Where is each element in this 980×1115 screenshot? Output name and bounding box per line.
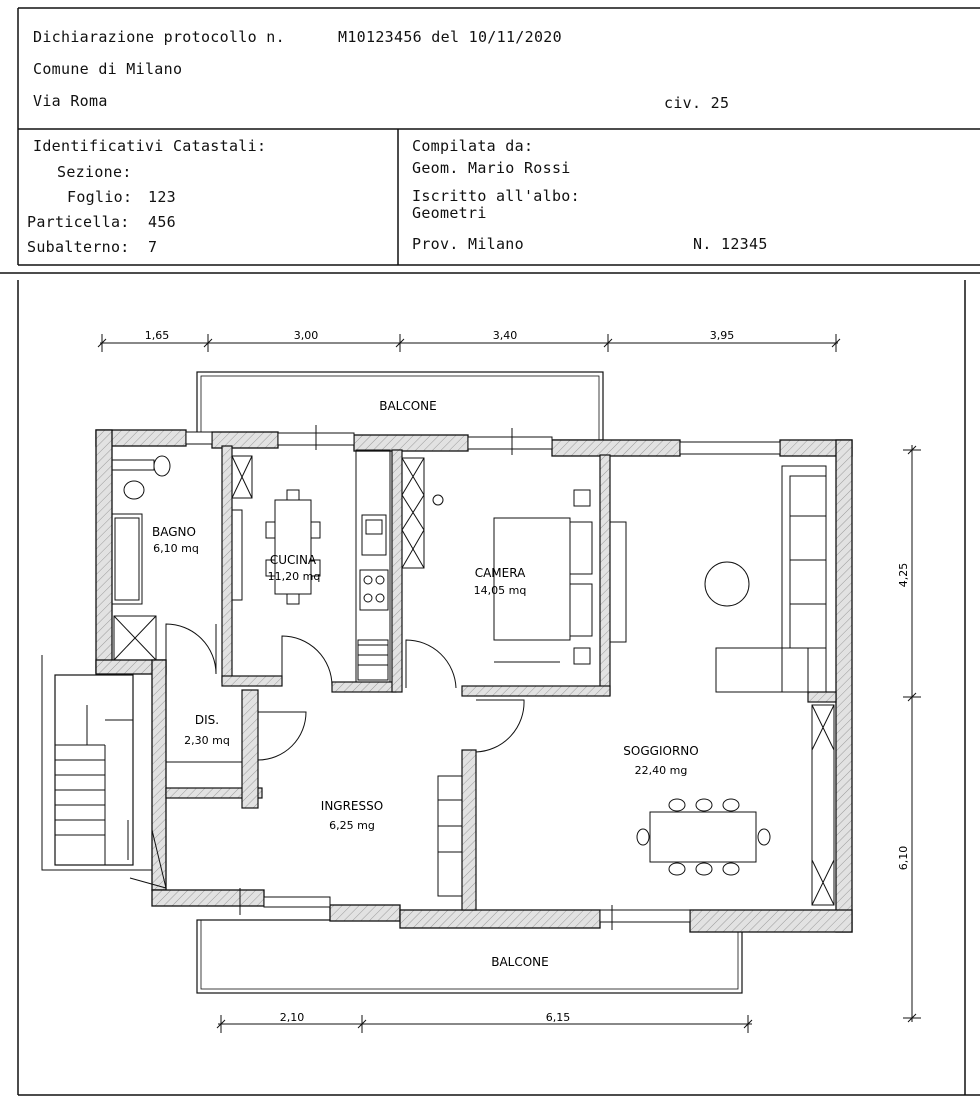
subalterno-value: 7 bbox=[148, 238, 158, 256]
via-text: Via Roma bbox=[33, 92, 108, 110]
albo-value: Geometri bbox=[412, 204, 487, 222]
particella-value: 456 bbox=[148, 213, 176, 231]
dis-area: 2,30 mq bbox=[184, 734, 230, 747]
bagno-area: 6,10 mq bbox=[153, 542, 199, 555]
camera-area: 14,05 mq bbox=[473, 584, 527, 597]
subalterno-label: Subalterno: bbox=[27, 238, 130, 256]
dim-bottom-2: 6,15 bbox=[545, 1011, 571, 1024]
numero-text: N. 12345 bbox=[693, 235, 768, 253]
staircase bbox=[42, 655, 152, 870]
prov-text: Prov. Milano bbox=[412, 235, 524, 253]
dim-top-1: 1,65 bbox=[144, 329, 170, 342]
balcony-bottom bbox=[197, 920, 742, 993]
dim-top-4: 3,95 bbox=[709, 329, 735, 342]
foglio-label: Foglio: bbox=[67, 188, 133, 206]
protocol-value: M10123456 del 10/11/2020 bbox=[338, 28, 562, 46]
dim-bottom-1: 2,10 bbox=[279, 1011, 305, 1024]
bagno-name: BAGNO bbox=[152, 525, 196, 539]
particella-label: Particella: bbox=[27, 213, 130, 231]
ingresso-name: INGRESSO bbox=[320, 799, 384, 813]
internal-walls bbox=[166, 446, 836, 910]
catasto-title: Identificativi Catastali: bbox=[33, 137, 267, 155]
sezione-label: Sezione: bbox=[57, 163, 132, 181]
compilata-title: Compilata da: bbox=[412, 137, 534, 155]
civico-text: civ. 25 bbox=[664, 94, 730, 112]
albo-label: Iscritto all'albo: bbox=[412, 187, 580, 205]
dim-right-1: 4,25 bbox=[897, 562, 910, 588]
dim-top-3: 3,40 bbox=[492, 329, 518, 342]
dis-name: DIS. bbox=[194, 713, 220, 727]
bedroom-fixtures bbox=[402, 458, 626, 664]
balcony-bottom-label: BALCONE bbox=[491, 955, 549, 969]
protocol-label: Dichiarazione protocollo n. bbox=[33, 28, 285, 46]
compilata-name: Geom. Mario Rossi bbox=[412, 159, 571, 177]
dim-top-2: 3,00 bbox=[293, 329, 319, 342]
dimension-line-right bbox=[903, 445, 921, 1022]
foglio-value: 123 bbox=[148, 188, 176, 206]
bathroom-fixtures bbox=[112, 456, 170, 660]
cucina-name: CUCINA bbox=[269, 553, 317, 567]
cucina-area: 11,20 mq bbox=[267, 570, 321, 583]
soggiorno-area: 22,40 mg bbox=[634, 764, 688, 777]
comune-text: Comune di Milano bbox=[33, 60, 183, 78]
ingresso-area: 6,25 mg bbox=[329, 819, 375, 832]
soggiorno-name: SOGGIORNO bbox=[623, 744, 699, 758]
balcony-top-label: BALCONE bbox=[379, 399, 437, 413]
dim-right-2: 6,10 bbox=[897, 845, 910, 871]
camera-name: CAMERA bbox=[474, 566, 526, 580]
